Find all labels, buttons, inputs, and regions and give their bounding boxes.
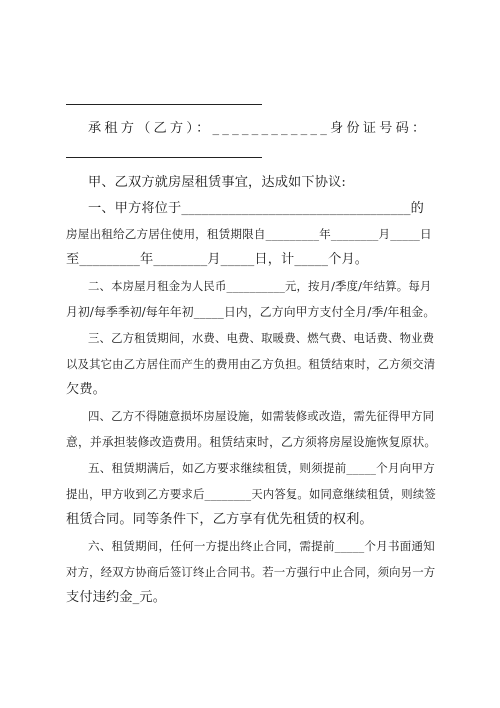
clause-6-line-2: 对方，经双方协商后签订终止合同书。若一方强行中止合同，须向另一方: [66, 565, 436, 579]
clause-4-line-1: 四、乙方不得随意损坏房屋设施，如需装修或改造，需先征得甲方同: [88, 409, 435, 423]
tenant-id-line: 承租方（乙方）：____________身份证号码：: [88, 121, 429, 136]
clause-4-line-2: 意，并承担装修改造费用。租赁结束时，乙方须将房屋设施恢复原状。: [66, 435, 437, 449]
clause-1-line-3: 至_________年________月_____日，计_____个月。: [66, 252, 369, 267]
agreement-intro: 甲、乙双方就房屋租赁事宜，达成如下协议:: [88, 175, 347, 190]
clause-6-line-1: 六、租赁期间，任何一方提出终止合同，需提前_____个月书面通知: [88, 539, 435, 553]
signature-underline-top: [66, 104, 262, 105]
clause-5-line-3: 租赁合同。同等条件下，乙方享有优先租赁的权利。: [66, 512, 373, 527]
clause-5-line-2: 提出，甲方收到乙方要求后________天内答复。如同意继续租赁，则续签: [66, 487, 436, 501]
clause-6-line-3: 支付违约金_元。: [66, 590, 167, 605]
signature-underline-bottom: [66, 157, 262, 158]
clause-1-line-1: 一、甲方将位于__________________________________的: [88, 201, 424, 216]
clause-3-line-3: 欠费。: [66, 382, 107, 397]
clause-5-line-1: 五、租赁期满后，如乙方要求继续租赁，则须提前_____个月向甲方: [88, 461, 435, 475]
clause-1-line-2: 房屋出租给乙方居住使用，租赁期限自_________年________月_____日: [66, 227, 432, 241]
clause-2-line-1: 二、本房屋月租金为人民币__________元，按月/季度/年结算。每月: [88, 279, 432, 293]
clause-3-line-1: 三、乙方租赁期间，水费、电费、取暖费、燃气费、电话费、物业费: [88, 331, 435, 345]
clause-3-line-2: 以及其它由乙方居住而产生的费用由乙方负担。租赁结束时，乙方须交清: [66, 357, 436, 371]
clause-2-line-2: 月初/每季季初/每年年初_____日内，乙方向甲方支付全月/季/年租金。: [66, 305, 436, 319]
